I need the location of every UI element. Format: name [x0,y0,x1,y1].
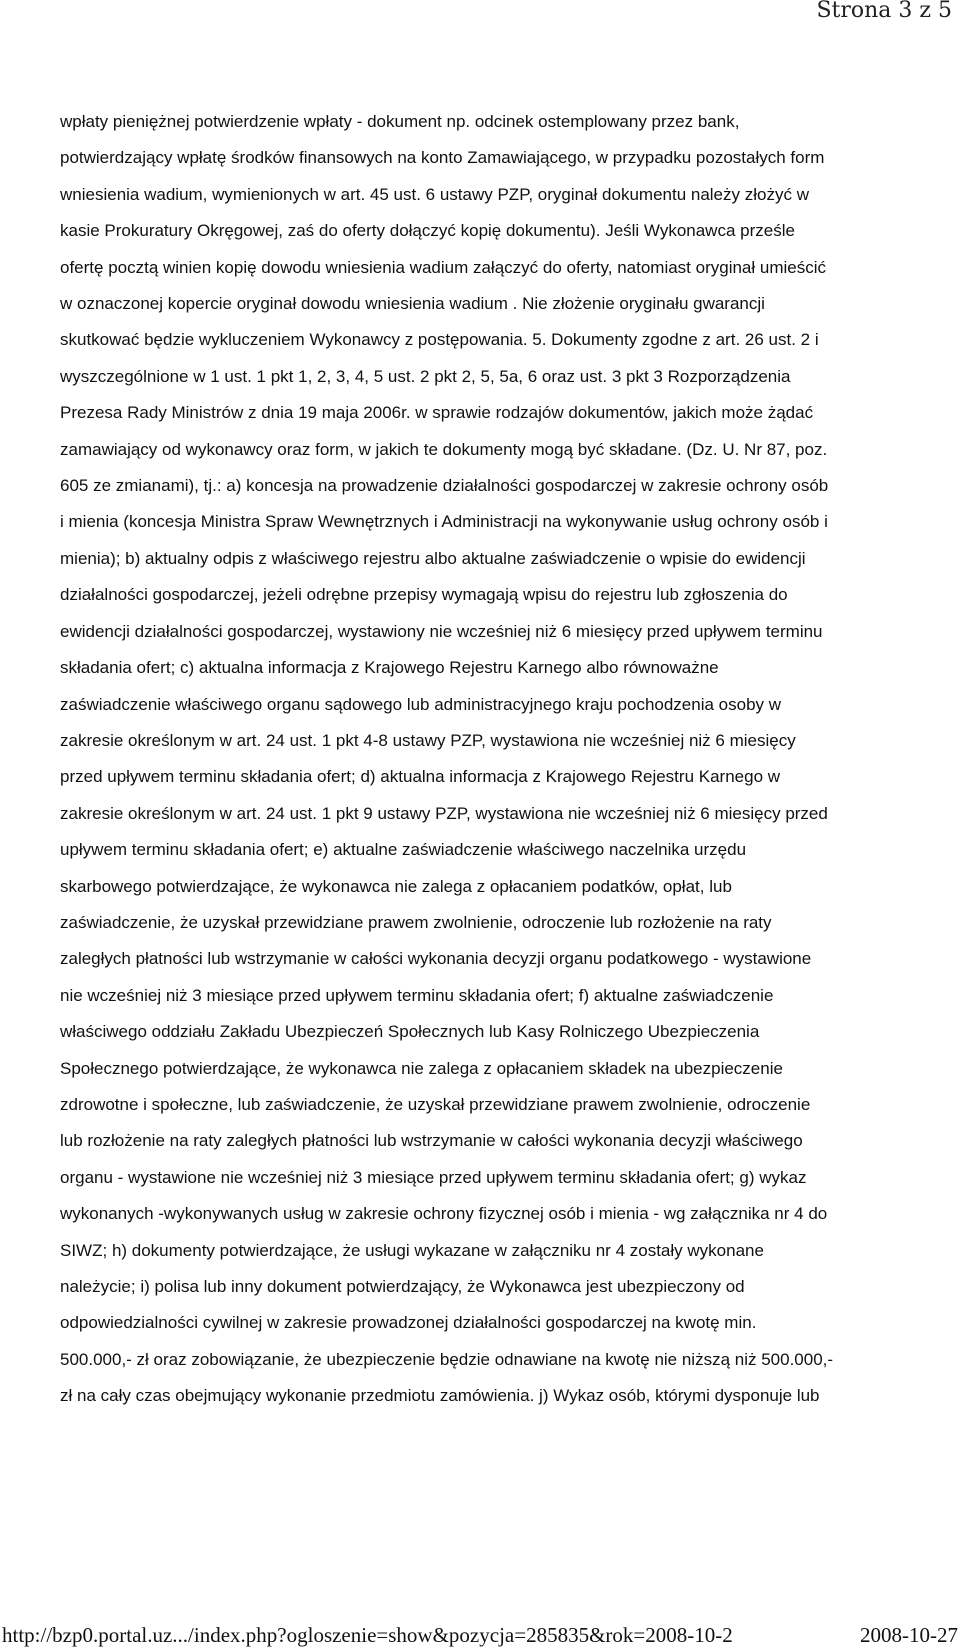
text-line: skutkować będzie wykluczeniem Wykonawcy z postępowania. 5. Dokumenty zgodne z art. 26 ust. 2 i [60,330,819,350]
text-line: zakresie określonym w art. 24 ust. 1 pkt 9 ustawy PZP, wystawiona nie wcześniej niż 6 miesięcy przed [60,803,828,823]
text-line: właściwego oddziału Zakładu Ubezpieczeń Społecznych lub Kasy Rolniczego Ubezpieczenia [60,1022,760,1042]
text-line: nie wcześniej niż 3 miesiące przed upływem terminu składania ofert; f) aktualne zaświadczenie [60,985,774,1005]
text-line: zł na cały czas obejmujący wykonanie przedmiotu zamówienia. j) Wykaz osób, którymi dysponuje lub [60,1386,820,1406]
text-line: odpowiedzialności cywilnej w zakresie prowadzonej działalności gospodarczej na kwotę min. [60,1313,757,1333]
text-line: skarbowego potwierdzające, że wykonawca nie zalega z opłacaniem podatków, opłat, lub [60,876,732,896]
text-line: potwierdzający wpłatę środków finansowych na konto Zamawiającego, w przypadku pozostałych form [60,148,825,168]
page-number: Strona 3 z 5 [816,0,952,23]
text-line: zdrowotne i społeczne, lub zaświadczenie, że uzyskał przewidziane prawem zwolnienie, odroczenie [60,1094,811,1114]
text-line: mienia); b) aktualny odpis z właściwego rejestru albo aktualne zaświadczenie o wpisie do ewidencji [60,548,806,568]
page-footer [0,1622,960,1648]
text-line: 605 ze zmianami), tj.: a) koncesja na prowadzenie działalności gospodarczej w zakresie ochrony osób [60,476,829,496]
text-line: ewidencji działalności gospodarczej, wystawiony nie wcześniej niż 6 miesięcy przed upływem terminu [60,621,823,641]
text-line: składania ofert; c) aktualna informacja z Krajowego Rejestru Karnego albo równoważne [60,658,719,678]
text-line: zakresie określonym w art. 24 ust. 1 pkt 4-8 ustawy PZP, wystawiona nie wcześniej niż 6 miesięcy [60,730,796,750]
text-line: wpłaty pieniężnej potwierdzenie wpłaty - dokument np. odcinek ostemplowany przez bank, [60,112,740,131]
text-line: wniesienia wadium, wymienionych w art. 45 ust. 6 ustawy PZP, oryginał dokumentu należy złożyć w [60,184,809,204]
text-line: 500.000,- zł oraz zobowiązanie, że ubezpieczenie będzie odnawiane na kwotę nie niższą niż 500.000,- [60,1349,834,1369]
text-line: zaległych płatności lub wstrzymanie w całości wykonania decyzji organu podatkowego - wystawione [60,949,812,969]
text-line: lub rozłożenie na raty zaległych płatności lub wstrzymanie w całości wykonania decyzji właściwego [60,1131,803,1151]
text-line: SIWZ; h) dokumenty potwierdzające, że usługi wykazane w załączniku nr 4 zostały wykonane [60,1240,764,1260]
footer-date: 2008-10-27 [860,1623,958,1647]
text-line: upływem terminu składania ofert; e) aktualne zaświadczenie właściwego naczelnika urzędu [60,840,747,860]
footer-url[interactable]: http://bzp0.portal.uz.../index.php?ogloszenie=show&pozycja=285835&rok=2008-10-2 [2,1623,733,1647]
text-line: w oznaczonej kopercie oryginał dowodu wniesienia wadium . Nie złożenie oryginału gwarancji [60,294,765,314]
text-line: zaświadczenie właściwego organu sądowego lub administracyjnego kraju pochodzenia osoby w [60,694,782,714]
text-line: należycie; i) polisa lub inny dokument potwierdzający, że Wykonawca jest ubezpieczony od [60,1277,745,1296]
text-line: wykonanych -wykonywanych usług w zakresie ochrony fizycznej osób i mienia - wg załącznika nr 4 do [60,1204,828,1224]
text-line: kasie Prokuratury Okręgowej, zaś do oferty dołączyć kopię dokumentu). Jeśli Wykonawca prześle [60,221,795,241]
text-line: ofertę pocztą winien kopię dowodu wniesienia wadium załączyć do oferty, natomiast oryginał umieścić [60,257,827,277]
text-line: Społecznego potwierdzające, że wykonawca nie zalega z opłacaniem składek na ubezpieczenie [60,1058,783,1078]
text-line: wyszczególnione w 1 ust. 1 pkt 1, 2, 3, 4, 5 ust. 2 pkt 2, 5, 5a, 6 oraz ust. 3 pkt 3 Rozporządzenia [60,366,791,386]
document-body [60,104,950,1415]
text-line: organu - wystawione nie wcześniej niż 3 miesiące przed upływem terminu składania ofert; g) wykaz [60,1167,807,1187]
text-line: i mienia (koncesja Ministra Spraw Wewnętrznych i Administracji na wykonywanie usług ochrony osób i [60,512,828,532]
text-line: zamawiający od wykonawcy oraz form, w jakich te dokumenty mogą być składane. (Dz. U. Nr 87, poz. [60,439,828,459]
text-line: przed upływem terminu składania ofert; d) aktualna informacja z Krajowego Rejestru Karnego w [60,767,781,787]
text-line: działalności gospodarczej, jeżeli odrębne przepisy wymagają wpisu do rejestru lub zgłoszenia do [60,585,788,605]
text-line: zaświadczenie, że uzyskał przewidziane prawem zwolnienie, odroczenie lub rozłożenie na raty [60,912,772,932]
text-line: Prezesa Rady Ministrów z dnia 19 maja 2006r. w sprawie rodzajów dokumentów, jakich może żądać [60,403,814,423]
